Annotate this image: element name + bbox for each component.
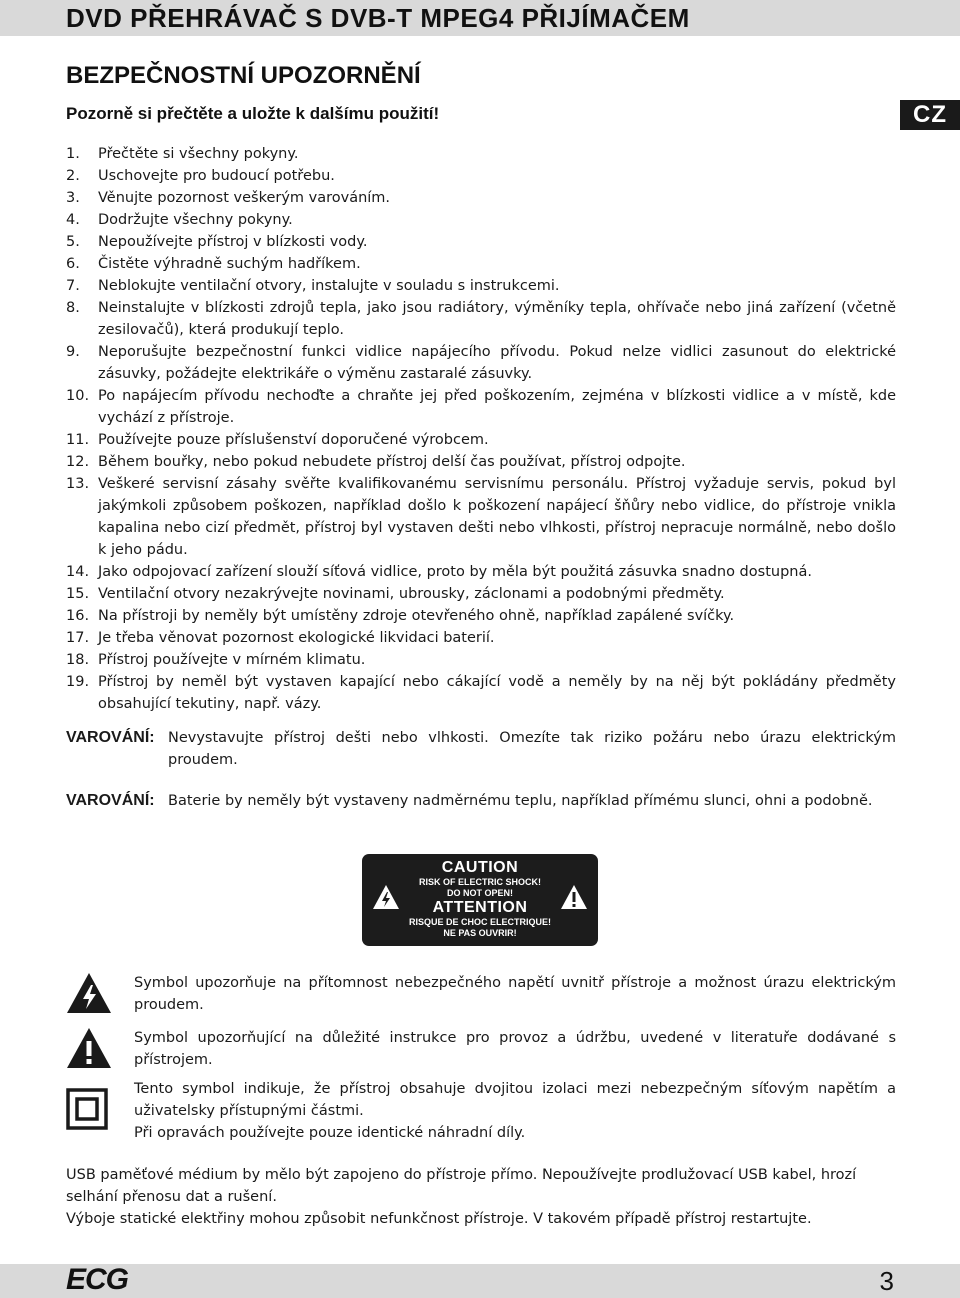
double-insulation-icon [66,1088,108,1130]
document-title: DVD PŘEHRÁVAČ S DVB-T MPEG4 PŘIJÍMAČEM [66,3,690,33]
symbol-row-instructions [66,1027,896,1071]
item-text: Přístroj používejte v mírném klimatu. [98,652,366,668]
static-note: Výboje statické elektřiny mohou způsobit nefunkčnost přístroje. V takovém případě přístroj restartujte. [66,1211,812,1227]
brand-logo: ECG [66,1263,129,1296]
caution-text [402,859,558,939]
lightning-triangle-icon [372,884,400,910]
item-number: 6. [66,256,80,272]
lightning-triangle-icon [66,972,112,1014]
list-item [66,341,896,385]
list-item [66,671,896,715]
item-number: 5. [66,234,80,250]
warning-text: Nevystavujte přístroj dešti nebo vlhkosti. Omezíte tak riziko požáru nebo úrazu elektrickým proudem. [168,730,896,768]
warning-moisture [66,727,896,771]
item-text: Přečtěte si všechny pokyny. [98,146,299,162]
caution-line: DO NOT OPEN! [446,888,513,898]
header-band [0,0,960,36]
warning-label: VAROVÁNÍ: [66,792,155,809]
item-text: Na přístroji by neměly být umístěny zdroje otevřeného ohně, například zapálené svíčky. [98,608,735,624]
section-subtitle: Pozorně si přečtěte a uložte k dalšímu použití! [66,104,440,123]
item-number: 4. [66,212,80,228]
item-text: Používejte pouze příslušenství doporučené výrobcem. [98,432,489,448]
list-item [66,561,896,583]
page-number: 3 [879,1266,894,1296]
attention-heading: ATTENTION [432,899,528,916]
item-number: 19. [66,674,90,690]
item-number: 11. [66,432,90,448]
section-title: BEZPEČNOSTNÍ UPOZORNĚNÍ [66,62,421,89]
symbol-description: Tento symbol indikuje, že přístroj obsahuje dvojitou izolaci mezi nebezpečným síťovým napětím a uživatelsky přístupnými částmi. [134,1081,896,1119]
warning-label: VAROVÁNÍ: [66,729,155,746]
item-text: Během bouřky, nebo pokud nebudete přístroj delší čas používat, přístroj odpojte. [98,454,686,470]
list-item [66,253,896,275]
list-item [66,429,896,451]
item-text: Čistěte výhradně suchým hadříkem. [98,256,361,272]
list-item [66,583,896,605]
list-item [66,385,896,429]
item-text: Neinstalujte v blízkosti zdrojů tepla, jako jsou radiátory, výměníky tepla, ohřívače nebo jiná zařízení (včetně zesilovačů), která produkují teplo. [98,300,896,338]
warning-battery [66,790,896,812]
item-number: 18. [66,652,90,668]
exclamation-triangle-icon [66,1027,112,1069]
item-number: 9. [66,344,80,360]
item-number: 3. [66,190,80,206]
list-item [66,451,896,473]
list-item [66,473,896,561]
caution-line: RISK OF ELECTRIC SHOCK! [418,877,541,887]
list-item [66,231,896,253]
list-item [66,297,896,341]
usb-note: USB paměťové médium by mělo být zapojeno do přístroje přímo. Nepoužívejte prodlužovací USB kabel, hrozí selhání přenosu dat a rušení. [66,1167,857,1205]
item-text: Neblokujte ventilační otvory, instalujte v souladu s instrukcemi. [98,278,560,294]
item-text: Veškeré servisní zásahy svěřte kvalifikovanému servisnímu personálu. Přístroj vyžaduje servis, pokud byl jakýmkoli způsobem poškozen, například došlo k poškození napájecí šňůry nebo vidlice, do přístroje vnikla kapalina nebo cizí předmět, přístroj byl vystaven dešti nebo vlhkosti, přístroj nepracuje normálně, nebo došlo k jeho pádu. [98,476,896,558]
list-item [66,649,896,671]
item-text: Ventilační otvory nezakrývejte novinami, ubrousky, záclonami a podobnými předměty. [98,586,725,602]
item-text: Dodržujte všechny pokyny. [98,212,293,228]
exclamation-triangle-icon [560,884,588,910]
item-text: Přístroj by neměl být vystaven kapající nebo cákající vodě a neměly by na něj být pokládány předměty obsahující tekutiny, např. vázy. [98,674,896,712]
list-item [66,187,896,209]
list-item [66,143,896,165]
item-text: Věnujte pozornost veškerým varováním. [98,190,391,206]
item-text: Je třeba věnovat pozornost ekologické likvidaci baterií. [98,630,495,646]
attention-line: NE PAS OUVRIR! [443,928,517,938]
list-item [66,627,896,649]
footer-band [0,1264,960,1298]
list-item [66,275,896,297]
item-text: Neporušujte bezpečnostní funkci vidlice napájecího přívodu. Pokud nelze vidlici zasunout do elektrické zásuvky, požádejte elektrikáře o výměnu zastaralé zásuvky. [98,344,896,382]
caution-label [362,854,598,946]
item-text: Nepoužívejte přístroj v blízkosti vody. [98,234,368,250]
item-number: 8. [66,300,80,316]
symbol-row-insulation [66,1078,896,1144]
item-number: 2. [66,168,80,184]
item-text: Jako odpojovací zařízení slouží síťová vidlice, proto by měla být použitá zásuvka snadno dostupná. [98,564,812,580]
item-text: Po napájecím přívodu nechoďte a chraňte jej před poškozením, zejména v blízkosti vidlice a v místě, kde vychází z přístroje. [98,388,896,426]
symbol-description: Symbol upozorňující na důležité instrukce pro provoz a údržbu, uvedené v literatuře dodávané s přístrojem. [134,1030,896,1068]
list-item [66,209,896,231]
symbol-row-voltage [66,972,896,1016]
attention-line: RISQUE DE CHOC ELECTRIQUE! [408,917,551,927]
item-number: 12. [66,454,90,470]
item-number: 7. [66,278,80,294]
list-item [66,165,896,187]
symbol-description: Symbol upozorňuje na přítomnost nebezpečného napětí uvnitř přístroje a možnost úrazu elektrickým proudem. [134,975,896,1013]
caution-heading: CAUTION [441,859,519,876]
warning-text: Baterie by neměly být vystaveny nadměrnému teplu, například přímému slunci, ohni a podobně. [168,793,873,809]
item-number: 16. [66,608,90,624]
item-number: 1. [66,146,80,162]
item-text: Uschovejte pro budoucí potřebu. [98,168,335,184]
symbol-description-note: Při opravách používejte pouze identické náhradní díly. [134,1125,526,1141]
item-number: 17. [66,630,90,646]
item-number: 15. [66,586,90,602]
safety-instructions-list [66,143,896,715]
item-number: 10. [66,388,90,404]
usb-notes [66,1164,896,1230]
list-item [66,605,896,627]
item-number: 14. [66,564,90,580]
language-badge: CZ [900,100,960,130]
item-number: 13. [66,476,90,492]
